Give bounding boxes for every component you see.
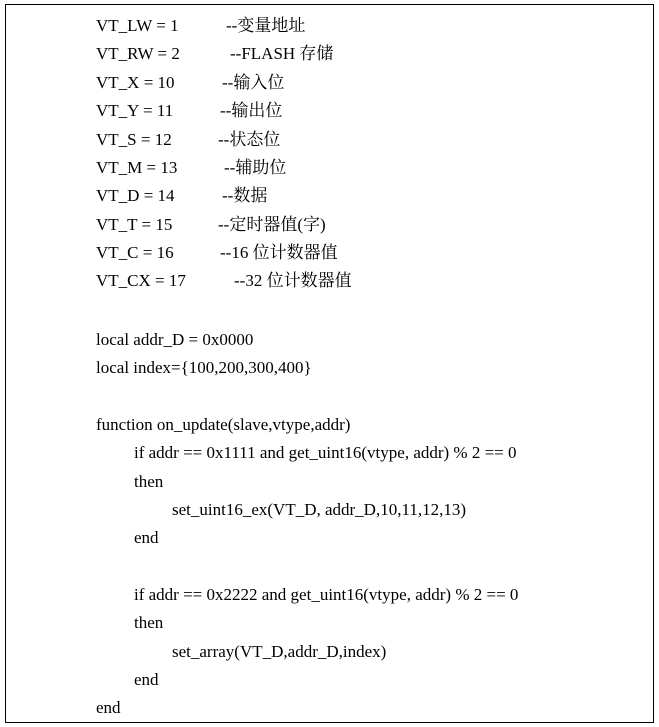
code-comment: --数据 [222, 186, 268, 205]
code-line: VT_X = 10 [96, 73, 175, 92]
code-line: end [134, 528, 159, 547]
code-line: VT_S = 12 [96, 130, 172, 149]
code-line: VT_C = 16 [96, 243, 174, 262]
code-line: VT_LW = 1 [96, 16, 179, 35]
code-line: then [134, 613, 164, 632]
code-comment: --32 位计数器值 [234, 271, 352, 290]
code-line: VT_T = 15 [96, 215, 173, 234]
code-comment: --输出位 [220, 101, 283, 120]
code-line: VT_RW = 2 [96, 44, 180, 63]
code-line: local addr_D = 0x0000 [96, 330, 254, 349]
code-comment: --状态位 [218, 130, 281, 149]
code-line: set_array(VT_D,addr_D,index) [172, 642, 387, 661]
code-line: then [134, 472, 164, 491]
code-document [5, 4, 654, 723]
code-line: local index={100,200,300,400} [96, 358, 312, 377]
code-comment: --定时器值(字) [218, 215, 326, 234]
code-line: VT_D = 14 [96, 186, 175, 205]
code-line: if addr == 0x2222 and get_uint16(vtype, addr) % 2 == 0 [134, 585, 519, 604]
code-comment: --辅助位 [224, 158, 287, 177]
code-line: set_uint16_ex(VT_D, addr_D,10,11,12,13) [172, 500, 466, 519]
code-comment: --输入位 [222, 73, 285, 92]
code-line: VT_Y = 11 [96, 101, 174, 120]
code-comment: --16 位计数器值 [220, 243, 338, 262]
code-comment: --FLASH 存储 [230, 44, 334, 63]
code-comment: --变量地址 [226, 16, 306, 35]
code-line: end [134, 670, 159, 689]
code-line: end [96, 698, 121, 717]
code-line: VT_M = 13 [96, 158, 178, 177]
code-line: VT_CX = 17 [96, 271, 186, 290]
code-line: if addr == 0x1111 and get_uint16(vtype, addr) % 2 == 0 [134, 443, 517, 462]
code-line: function on_update(slave,vtype,addr) [96, 415, 351, 434]
